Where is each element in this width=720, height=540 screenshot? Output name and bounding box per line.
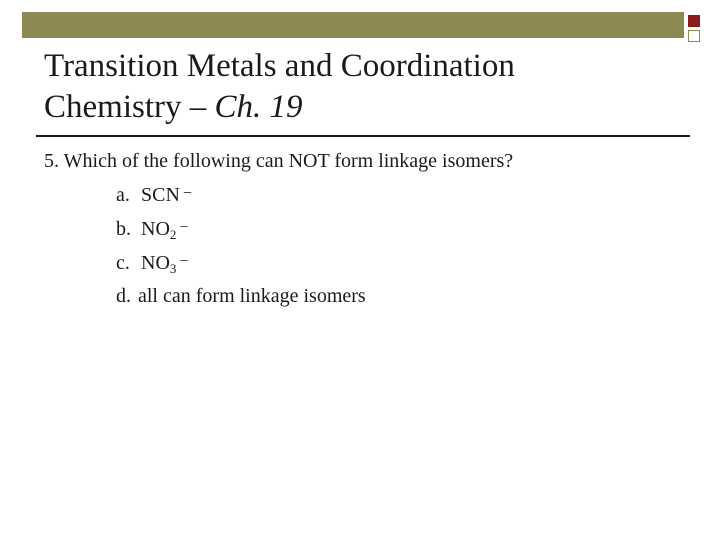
option-d [116, 285, 366, 319]
option-letter: c. [116, 252, 130, 274]
option-charge: − [182, 185, 192, 202]
option-text: SCN [141, 184, 180, 206]
title-chapter: Ch. 19 [214, 89, 303, 125]
option-c [116, 251, 366, 285]
option-a [116, 183, 366, 217]
answer-options [116, 183, 366, 319]
top-accent-bar [22, 12, 684, 38]
title-line-2-prefix: Chemistry – [44, 89, 215, 125]
option-charge: − [179, 219, 189, 236]
option-subscript: 3 [169, 261, 177, 276]
title-line-1: Transition Metals and Coordination [44, 48, 515, 84]
slide-title [44, 46, 684, 128]
option-letter: a. [116, 184, 130, 206]
option-letter: d. [116, 285, 131, 307]
option-text: all can form linkage isomers [138, 285, 366, 307]
outline-square-decoration [688, 30, 700, 42]
title-line-2 [44, 87, 684, 128]
option-letter: b. [116, 218, 131, 240]
option-subscript: 2 [169, 227, 177, 242]
red-square-decoration [688, 15, 700, 27]
question-text: 5. Which of the following can NOT form linkage isomers? [44, 150, 514, 172]
title-divider [36, 135, 690, 137]
option-text: NO [141, 218, 170, 240]
option-b [116, 217, 366, 251]
option-text: NO [141, 252, 170, 274]
option-charge: − [179, 253, 189, 270]
